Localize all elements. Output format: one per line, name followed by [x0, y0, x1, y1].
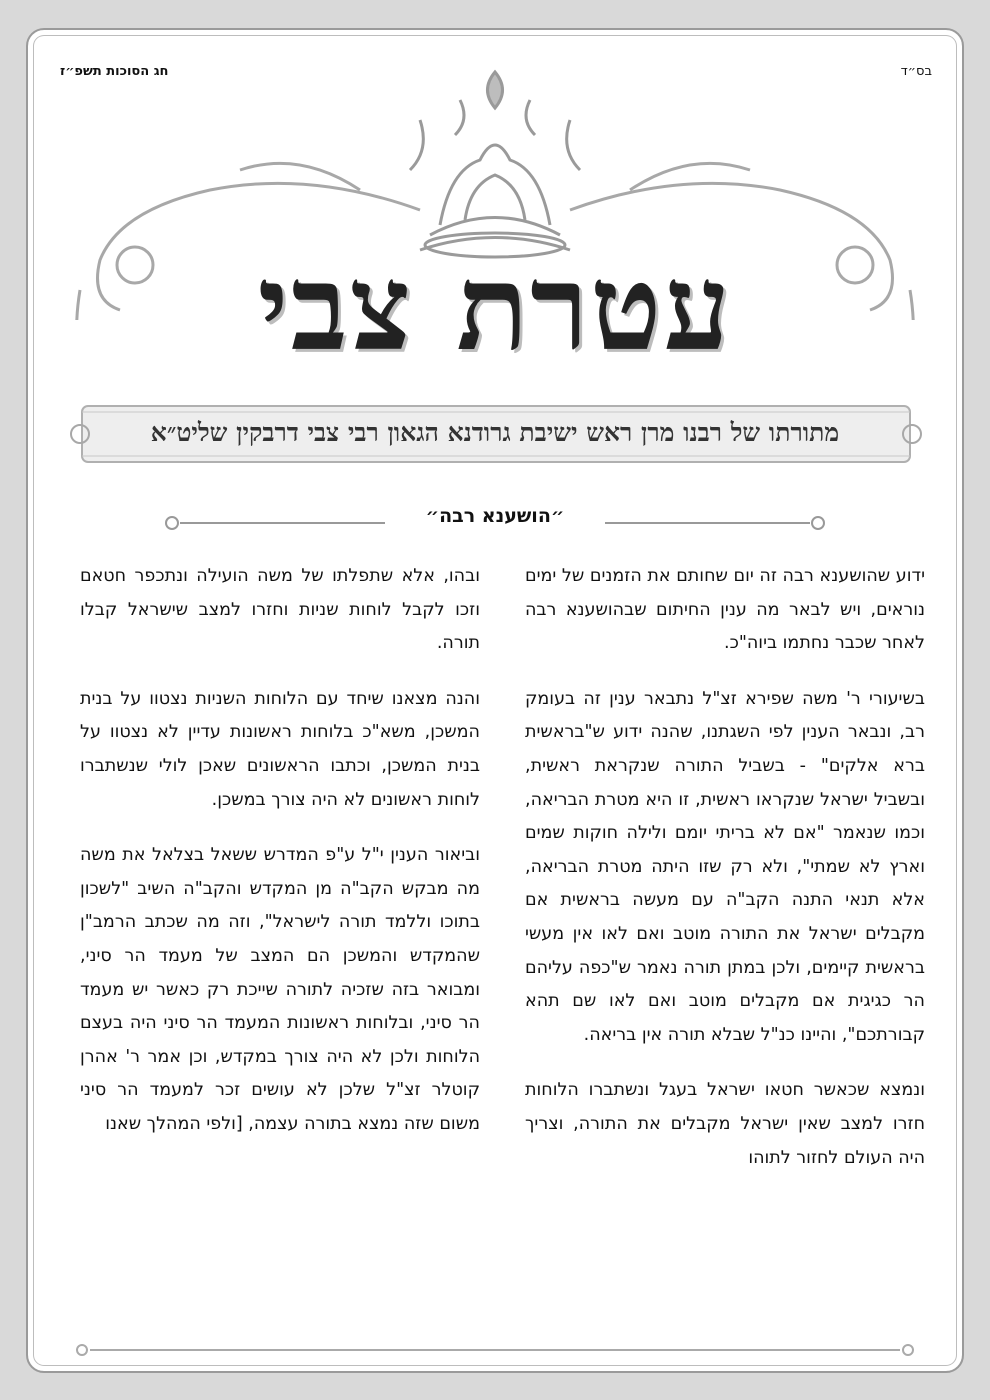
right-column — [525, 560, 925, 1197]
paragraph: ונמצא שכאשר חטאו ישראל בעגל ונשתברו הלוחות חזרו למצב שאין ישראל מקבלים את התורה, וצריך היה העולם לחזור לתוהו — [525, 1080, 925, 1168]
besiyata-dishmaya-label: בס״ד — [900, 64, 932, 79]
paragraph: בשיעורי ר' משה שפירא זצ"ל נתבאר ענין זה בעומק רב, ונבאר הענין לפי השגתנו, שהנה ידוע ש"בראשית ברא אלקים" - בשביל התורה שנקראת ראשית, ובשביל ישראל שנקראו ראשית, זו היא מטרת הבריאה, וכמו שנאמר "אם לא בריתי יומם ולילה חוקות שמים וארץ לא שמתי", ולא רק שזו היתה מטרת הבריאה, אלא תנאי התנה הקב"ה עם מעשה בראשית אם מקבלים ישראל את התורה מוטב ואם לאו אין מעשי בראשית קיימים, ולכן במתן תורה נאמר ש"כפה עליהם הר כגיגית אם מקבלים מוטב ואם לאו שם תהא קבורתכם", והיינו כנ"ל שבלא תורה אין בריאה. — [525, 688, 925, 1045]
left-column — [80, 560, 480, 1164]
paragraph: והנה מצאנו שיחד עם הלוחות השניות נצטוו על בנית המשכן, משא"כ בלוחות ראשונות עדיין לא נצטוו על בנית המשכן, וכתבו הראשונים שאכן לולי שנשתברו לוחות ראשונים לא היה צורך במשכן. — [80, 688, 480, 810]
publication-title: עטרת צבי — [257, 238, 733, 377]
paragraph: ובהו, אלא שתפלתו של משה הועילה ונתכפר חטאם וזכו לקבל לוחות שניות וחזרו למצב שישראל קבלו תורה. — [80, 566, 480, 654]
paragraph: ידוע שהושענא רבה זה יום שחותם את הזמנים של ימים נוראים, ויש לבאר מה ענין החיתום שבהושענא רבה לאחר שכבר נחתמו ביוה"כ. — [525, 566, 925, 654]
holiday-label: חג הסוכות תשפ״ז — [60, 64, 169, 79]
subtitle-text: מתורתו של רבנו מרן ראש ישיבת גרודנא הגאון רבי צבי דרבקין שליט״א — [150, 418, 840, 447]
bottom-divider — [70, 1340, 920, 1360]
section-title: ״הושענא רבה״ — [425, 505, 565, 527]
paragraph: וביאור הענין י"ל ע"פ המדרש ששאל בצלאל את משה מה מבקש הקב"ה מן המקדש והקב"ה השיב "לשכון בתוכו וללמד תורה לישראל", וזה מה שכתב הרמב"ן שהמקדש והמשכן הם המצב של מעמד הר סיני, ומבואר בזה שזכיה לתורה שייכת רק כאשר יש מעמד הר סיני, ובלוחות ראשונות המעמד הר סיני היה בעצם הלוחות ולכן לא היה צורך במקדש, וכן אמר ר' אהרן קוטלר זצ"ל שלכן לא עושים זכר למעמד הר סיני משום שזה נמצא בתורה עצמה, [ולפי המהלך שאנו — [80, 845, 480, 1134]
